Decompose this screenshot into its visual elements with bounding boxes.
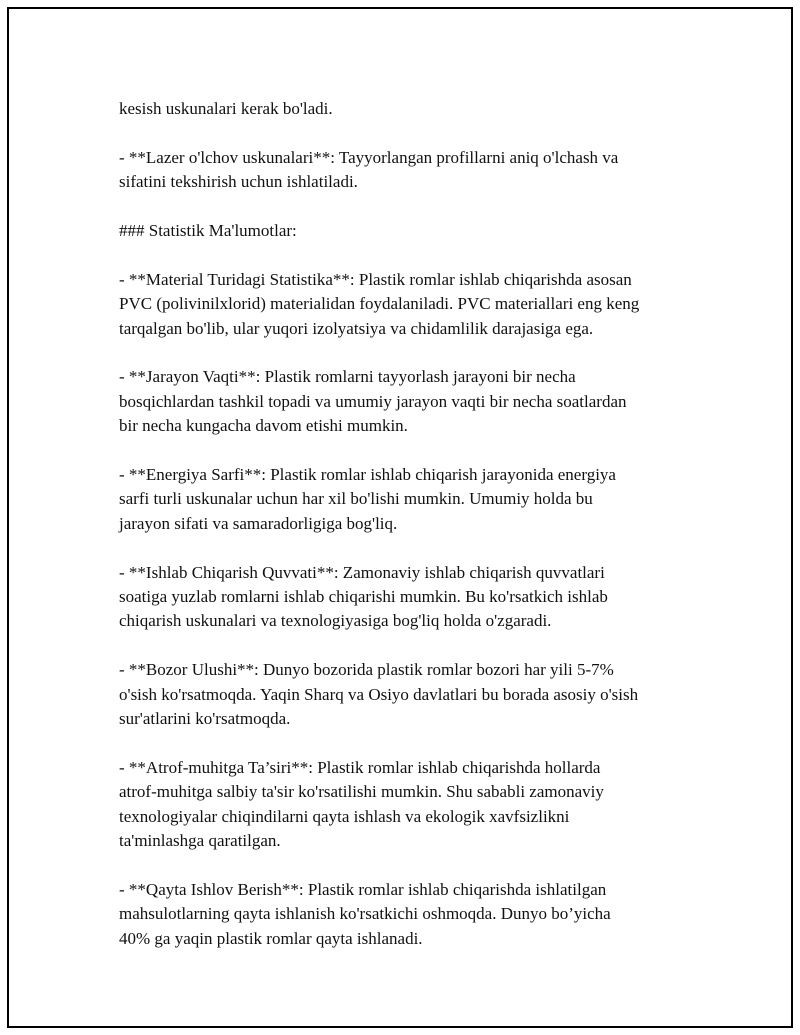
text-line: sifatini tekshirish uchun ishlatiladi. xyxy=(119,172,358,192)
text-line: - **Jarayon Vaqti**: Plastik romlarni tayyorlash jarayoni bir necha xyxy=(119,367,576,387)
text-line: texnologiyalar chiqindilarni qayta ishlash va ekologik xavfsizlikni xyxy=(119,806,570,826)
page-frame xyxy=(7,7,793,1028)
text-line: - **Energiya Sarfi**: Plastik romlar ishlab chiqarish jarayonida energiya xyxy=(119,465,616,485)
paragraph-qayta-ishlov xyxy=(119,878,697,951)
text-line: o'sish ko'rsatmoqda. Yaqin Sharq va Osiyo davlatlari bu borada asosiy o'sish xyxy=(119,684,639,704)
paragraph-quvvat xyxy=(119,561,697,634)
text-line: - **Lazer o'lchov uskunalari**: Tayyorlangan profillarni aniq o'lchash va xyxy=(119,147,619,167)
text-line: sur'atlarini ko'rsatmoqda. xyxy=(119,709,291,729)
paragraph-lazer xyxy=(119,146,697,195)
text-line: - **Atrof-muhitga Ta’siri**: Plastik romlar ishlab chiqarishda hollarda xyxy=(119,757,601,777)
paragraph-material xyxy=(119,268,697,341)
text-line: bir necha kungacha davom etishi mumkin. xyxy=(119,416,408,436)
text-line: kesish uskunalari kerak bo'ladi. xyxy=(119,99,333,118)
document-body xyxy=(119,97,697,951)
paragraph-energiya xyxy=(119,463,697,536)
paragraph-atrof-muhit xyxy=(119,756,697,854)
text-line: sarfi turli uskunalar uchun har xil bo'lishi mumkin. Umumiy holda bu xyxy=(119,489,593,509)
text-line: - **Ishlab Chiqarish Quvvati**: Zamonaviy ishlab chiqarish quvvatlari xyxy=(119,562,605,582)
text-line: ta'minlashga qaratilgan. xyxy=(119,831,281,851)
text-line: PVC (polivinilxlorid) materialidan foydalaniladi. PVC materiallari eng keng xyxy=(119,294,640,314)
paragraph-jarayon xyxy=(119,365,697,438)
text-line: - **Qayta Ishlov Berish**: Plastik romlar ishlab chiqarishda ishlatilgan xyxy=(119,879,607,899)
paragraph-1 xyxy=(119,97,697,121)
text-line: soatiga yuzlab romlarni ishlab chiqarishi mumkin. Bu ko'rsatkich ishlab xyxy=(119,587,608,607)
text-line: - **Bozor Ulushi**: Dunyo bozorida plastik romlar bozori har yili 5-7% xyxy=(119,660,614,680)
text-line: bosqichlardan tashkil topadi va umumiy jarayon vaqti bir necha soatlardan xyxy=(119,391,627,411)
text-line: 40% ga yaqin plastik romlar qayta ishlanadi. xyxy=(119,928,423,948)
text-line: jarayon sifati va samaradorligiga bog'liq. xyxy=(119,513,398,533)
text-line: - **Material Turidagi Statistika**: Plastik romlar ishlab chiqarishda asosan xyxy=(119,269,632,289)
text-line: atrof-muhitga salbiy ta'sir ko'rsatilishi mumkin. Shu sababli zamonaviy xyxy=(119,782,604,802)
section-heading xyxy=(119,219,697,243)
paragraph-bozor xyxy=(119,658,697,731)
text-line: tarqalgan bo'lib, ular yuqori izolyatsiya va chidamlilik darajasiga ega. xyxy=(119,318,594,338)
heading-line: ### Statistik Ma'lumotlar: xyxy=(119,221,297,240)
text-line: mahsulotlarning qayta ishlanish ko'rsatkichi oshmoqda. Dunyo bo’yicha xyxy=(119,904,611,924)
text-line: chiqarish uskunalari va texnologiyasiga bog'liq holda o'zgaradi. xyxy=(119,611,552,631)
